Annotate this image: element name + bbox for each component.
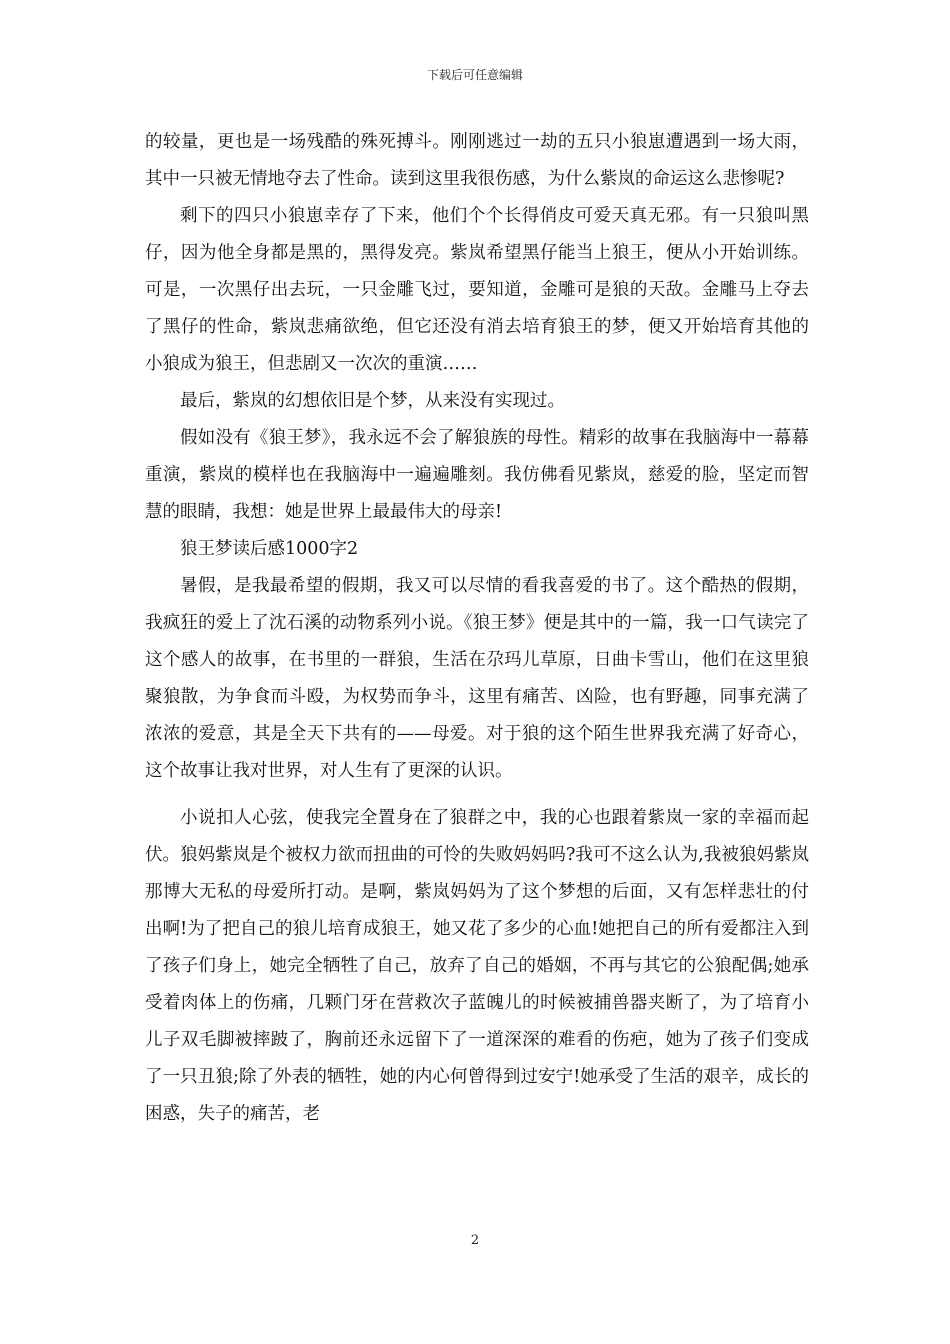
paragraph-continuation: 的较量，更也是一场残酷的殊死搏斗。刚刚逃过一劫的五只小狼崽遭遇到一场大雨，其中一只被无情地夺去了性命。读到这里我很伤感，为什么紫岚的命运这么悲惨呢? bbox=[145, 132, 809, 189]
paragraph: 假如没有《狼王梦》，我永远不会了解狼族的母性。精彩的故事在我脑海中一幕幕重演，紫岚的模样也在我脑海中一遍遍雕刻。我仿佛看见紫岚，慈爱的脸，坚定而智慧的眼睛，我想：她是世界上最最伟大的母亲! bbox=[145, 428, 809, 522]
paragraph: 小说扣人心弦，使我完全置身在了狼群之中，我的心也跟着紫岚一家的幸福而起伏。狼妈紫岚是个被权力欲而扭曲的可怜的失败妈妈吗?我可不这么认为,我被狼妈紫岚那博大无私的母爱所打动。是啊，紫岚妈妈为了这个梦想的后面，又有怎样悲壮的付出啊!为了把自己的狼儿培育成狼王，她又花了多少的心血!她把自己的所有爱都注入到了孩子们身上，她完全牺牲了自己，放弃了自己的婚姻，不再与其它的公狼配偶;她承受着肉体上的伤痛，几颗门牙在营救次子蓝魄儿的时候被捕兽器夹断了，为了培育小儿子双毛脚被摔跛了，胸前还永远留下了一道深深的难看的伤疤，她为了孩子们变成了一只丑狼;除了外表的牺牲，她的内心何曾得到过安宁!她承受了生活的艰辛，成长的困惑，失子的痛苦，老 bbox=[145, 808, 809, 1124]
paragraph: 最后，紫岚的幻想依旧是个梦，从来没有实现过。 bbox=[180, 391, 565, 411]
paragraph: 暑假，是我最希望的假期，我又可以尽情的看我喜爱的书了。这个酷热的假期，我疯狂的爱上了沈石溪的动物系列小说。《狼王梦》便是其中的一篇，我一口气读完了这个感人的故事，在书里的一群狼，生活在尕玛儿草原，日曲卡雪山，他们在这里狼聚狼散，为争食而斗殴，为权势而争斗，这里有痛苦、凶险，也有野趣，同事充满了浓浓的爱意，其是全天下共有的——母爱。对于狼的这个陌生世界我充满了好奇心，这个故事让我对世界，对人生有了更深的认识。 bbox=[145, 576, 809, 781]
page-number: 2 bbox=[470, 1233, 480, 1248]
section-title: 狼王梦读后感1000字2 bbox=[180, 539, 359, 559]
paragraph: 剩下的四只小狼崽幸存了下来，他们个个长得俏皮可爱天真无邪。有一只狼叫黑仔，因为他全身都是黑的，黑得发亮。紫岚希望黑仔能当上狼王，便从小开始训练。可是，一次黑仔出去玩，一只金雕飞过，要知道，金雕可是狼的天敌。金雕马上夺去了黑仔的性命，紫岚悲痛欲绝，但它还没有消去培育狼王的梦，便又开始培育其他的小狼成为狼王，但悲剧又一次次的重演…… bbox=[145, 206, 809, 374]
page-header: 下载后可任意编辑 bbox=[426, 68, 523, 82]
body-text bbox=[145, 124, 809, 1133]
